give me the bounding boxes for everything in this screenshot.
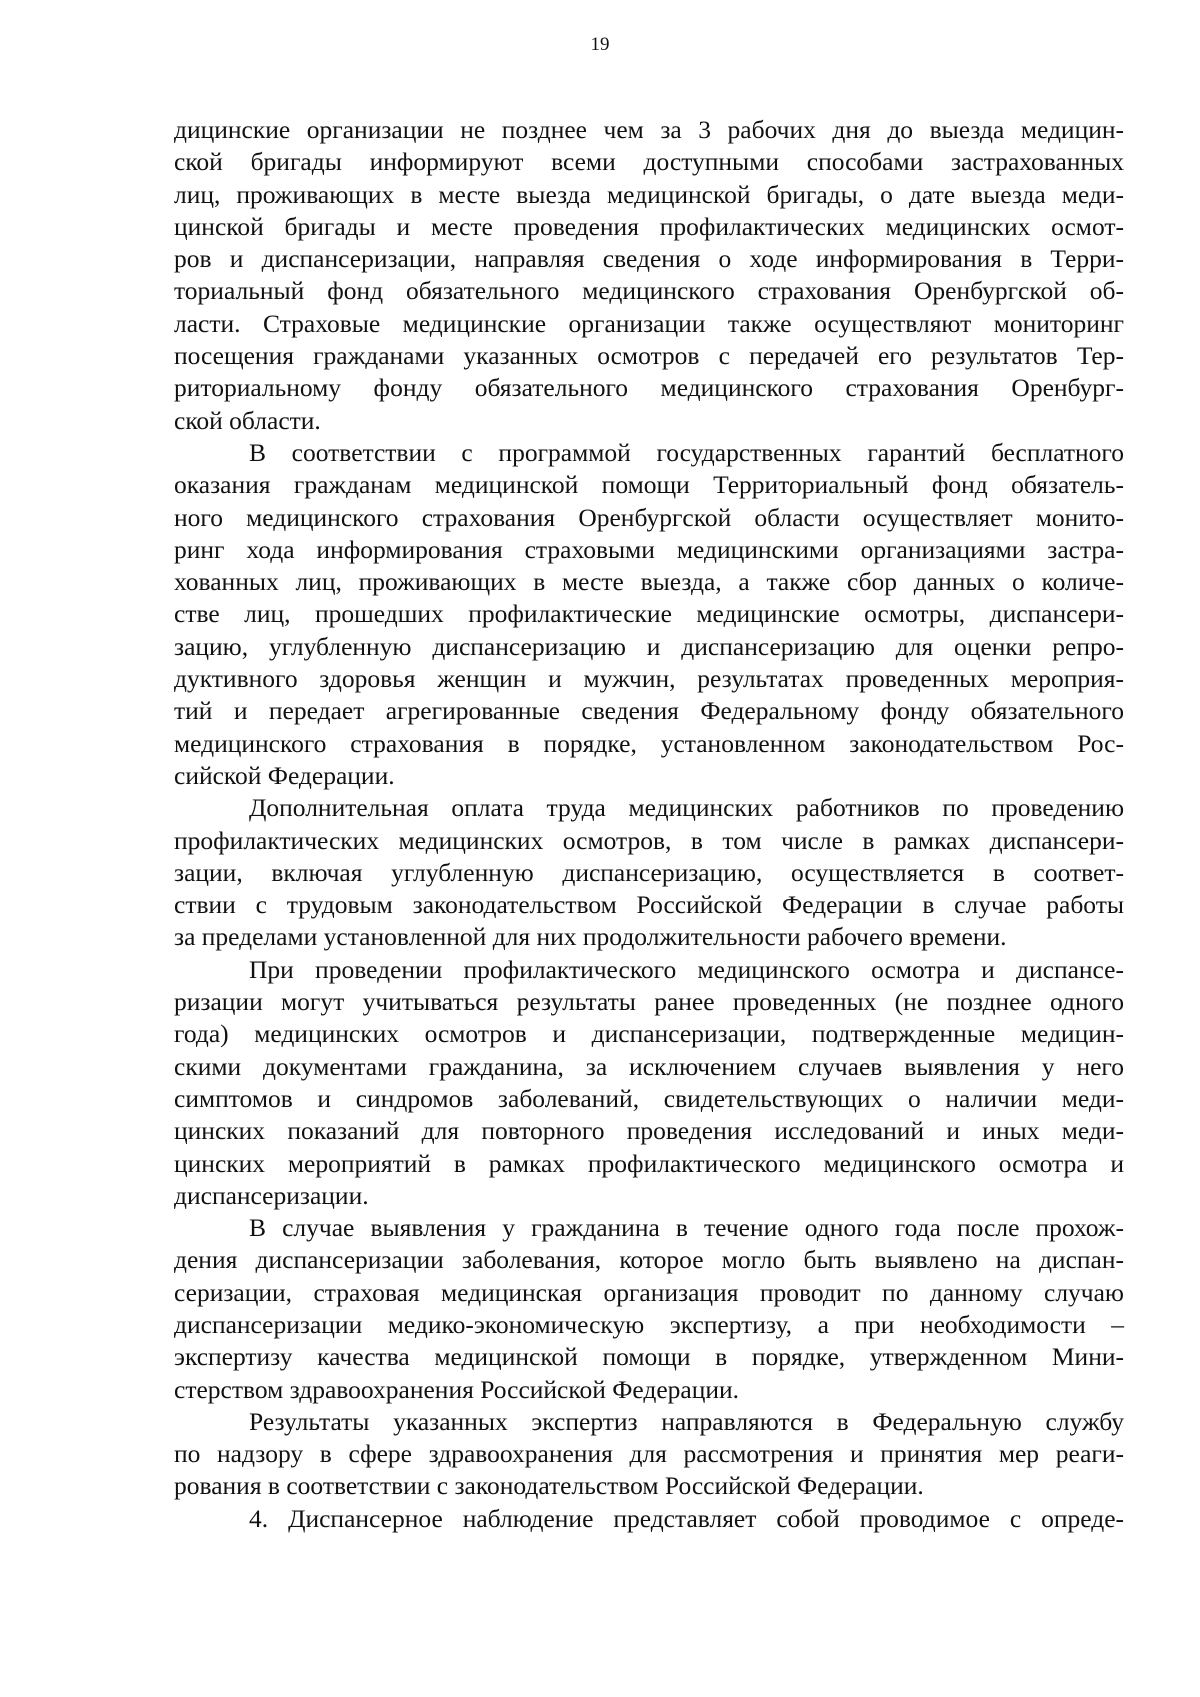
text-line: диспансеризации.	[174, 1180, 369, 1210]
text-line: ринг хода информирования страховыми медицинскими организациями застра-	[174, 534, 1124, 564]
text-line: ствии с трудовым законодательством Российской Федерации в случае работы	[174, 890, 1124, 920]
text-line: стве лиц, прошедших профилактические медицинские осмотры, диспансери-	[174, 599, 1124, 629]
text-line: за пределами установленной для них продолжительности рабочего времени.	[174, 922, 1007, 952]
text-line: ториальный фонд обязательного медицинского страхования Оренбургской об-	[174, 276, 1124, 306]
text-line: диспансеризации медико-экономическую экспертизу, а при необходимости –	[174, 1309, 1124, 1339]
text-line: 4. Диспансерное наблюдение представляет собой проводимое с опреде-	[249, 1503, 1124, 1533]
text-line: тий и передает агрегированные сведения Федеральному фонду обязательного	[174, 696, 1124, 726]
text-line: При проведении профилактического медицинского осмотра и диспансе-	[249, 954, 1124, 984]
text-line: скими документами гражданина, за исключением случаев выявления у него	[174, 1051, 1124, 1081]
text-line: посещения гражданами указанных осмотров с передачей его результатов Тер-	[174, 341, 1124, 371]
text-line: года) медицинских осмотров и диспансеризации, подтвержденные медицин-	[174, 1019, 1124, 1049]
text-line: зации, включая углубленную диспансеризацию, осуществляется в соответ-	[174, 857, 1124, 887]
text-line: ного медицинского страхования Оренбургской области осуществляет монито-	[174, 502, 1124, 532]
text-line: Результаты указанных экспертиз направляются в Федеральную службу	[249, 1406, 1124, 1436]
text-line: профилактических медицинских осмотров, в том числе в рамках диспансери-	[174, 825, 1124, 855]
text-line: лиц, проживающих в месте выезда медицинской бригады, о дате выезда меди-	[174, 179, 1124, 209]
text-line: серизации, страховая медицинская организация проводит по данному случаю	[174, 1277, 1124, 1307]
text-line: цинской бригады и месте проведения профилактических медицинских осмот-	[174, 211, 1124, 241]
text-line: медицинского страхования в порядке, установленном законодательством Рос-	[174, 728, 1124, 758]
text-line: ской области.	[174, 405, 321, 435]
text-line: В соответствии с программой государственных гарантий бесплатного	[249, 437, 1124, 467]
document-body	[174, 114, 1124, 1535]
text-line: симптомов и синдромов заболеваний, свидетельствующих о наличии меди-	[174, 1083, 1124, 1113]
text-line: ризации могут учитываться результаты ранее проведенных (не позднее одного	[174, 987, 1124, 1017]
text-line: дицинские организации не позднее чем за 3 рабочих дня до выезда медицин-	[174, 115, 1124, 144]
text-line: ласти. Страховые медицинские организации также осуществляют мониторинг	[174, 308, 1124, 338]
text-line: рования в соответствии с законодательством Российской Федерации.	[174, 1471, 924, 1501]
text-line: цинских показаний для повторного проведения исследований и иных меди-	[174, 1116, 1124, 1146]
text-line: оказания гражданам медицинской помощи Территориальный фонд обязатель-	[174, 470, 1124, 500]
text-line: экспертизу качества медицинской помощи в порядке, утвержденном Мини-	[174, 1342, 1124, 1372]
text-line: дения диспансеризации заболевания, которое могло быть выявлено на диспан-	[174, 1245, 1124, 1275]
text-line: стерством здравоохранения Российской Федерации.	[174, 1374, 740, 1404]
text-line: по надзору в сфере здравоохранения для рассмотрения и принятия мер реаги-	[174, 1439, 1124, 1469]
text-line: Дополнительная оплата труда медицинских работников по проведению	[249, 793, 1124, 823]
text-line: В случае выявления у гражданина в течение одного года после прохож-	[249, 1213, 1124, 1243]
text-line: цинских мероприятий в рамках профилактического медицинского осмотра и	[174, 1148, 1124, 1178]
text-line: зацию, углубленную диспансеризацию и диспансеризацию для оценки репро-	[174, 631, 1124, 661]
text-line: риториальному фонду обязательного медицинского страхования Оренбург-	[174, 373, 1124, 403]
text-line: сийской Федерации.	[174, 760, 395, 790]
text-line: ров и диспансеризации, направляя сведения о ходе информирования в Терри-	[174, 244, 1124, 274]
text-line: хованных лиц, проживающих в месте выезда, а также сбор данных о количе-	[174, 567, 1124, 597]
text-line: ской бригады информируют всеми доступными способами застрахованных	[174, 147, 1124, 177]
page-number: 19	[590, 34, 610, 55]
text-line: дуктивного здоровья женщин и мужчин, результатах проведенных мероприя-	[174, 664, 1124, 694]
